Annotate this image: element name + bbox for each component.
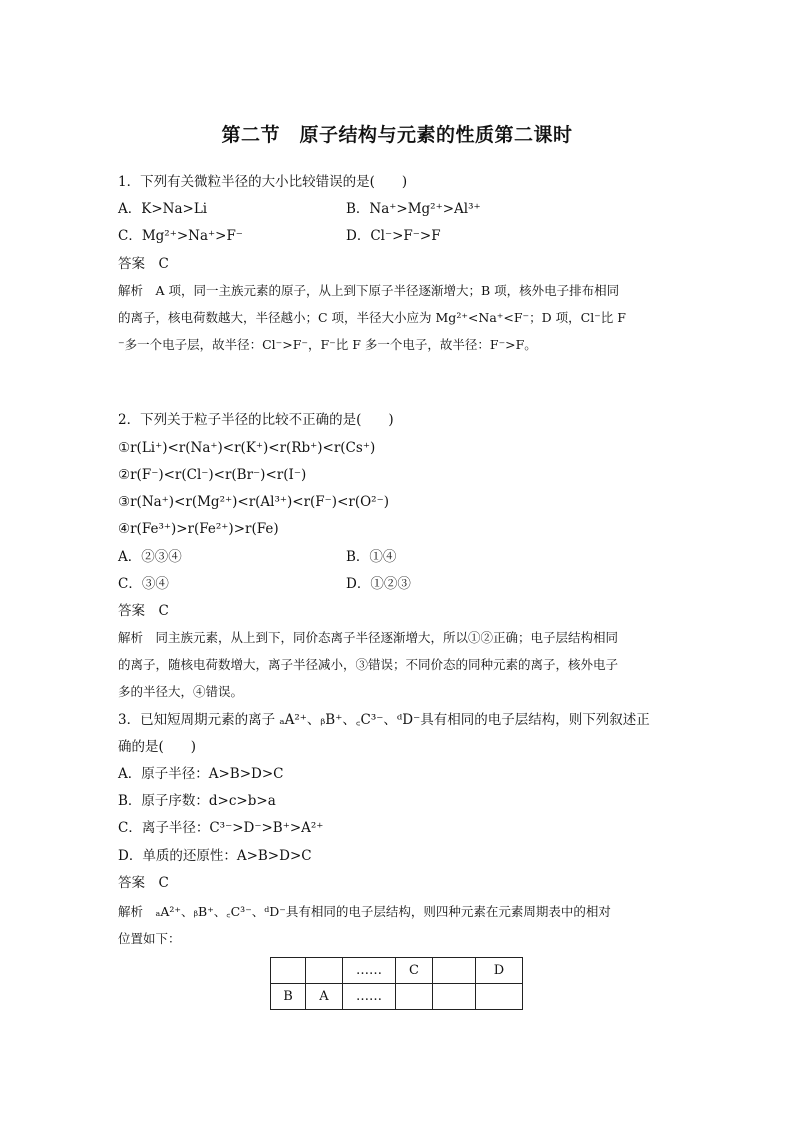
q2-explanation-line: 的离子，随核电荷数增大，离子半径减小，③错误；不同价态的同种元素的离子，核外电子: [118, 657, 619, 672]
table-cell: ……: [343, 958, 396, 984]
q3-stem: 3．已知短周期元素的离子 ₐA²⁺、ᵦB⁺、꜀C³⁻、ᵈD⁻具有相同的电子层结构，则下列叙述正: [118, 712, 650, 728]
q1-explanation-line: ⁻多一个电子层，故半径：Cl⁻>F⁻，F⁻比 F 多一个电子，故半径：F⁻>F。: [118, 337, 537, 352]
periodic-position-table: [270, 957, 523, 1010]
table-cell: B: [271, 984, 306, 1010]
q1-stem: 1．下列有关微粒半径的大小比较错误的是( ): [118, 174, 408, 190]
table-cell: [476, 984, 523, 1010]
q1-explanation-line: 解析 A 项，同一主族元素的原子，从上到下原子半径逐渐增大；B 项，核外电子排布相同: [118, 283, 620, 298]
q2-explanation-line: 多的半径大，④错误。: [118, 684, 244, 699]
q1-option-d: D．Cl⁻>F⁻>F: [346, 228, 441, 244]
q2-answer: 答案 C: [118, 603, 169, 619]
table-cell: [433, 958, 476, 984]
q3-stem-continued: 确的是( ): [118, 739, 197, 755]
q2-option-b: B．①④: [346, 549, 397, 565]
table-cell: ……: [343, 984, 396, 1010]
q2-option-c: C．③④: [118, 576, 169, 592]
table-cell: [306, 958, 343, 984]
q1-option-b: B．Na⁺>Mg²⁺>Al³⁺: [346, 201, 481, 217]
page-title: 第二节 原子结构与元素的性质第二课时: [221, 124, 573, 146]
q3-option-b: B．原子序数：d>c>b>a: [118, 793, 276, 809]
table-row: [271, 984, 523, 1010]
q1-option-c: C．Mg²⁺>Na⁺>F⁻: [118, 228, 243, 244]
q2-option-d: D．①②③: [346, 576, 411, 592]
q3-option-d: D．单质的还原性：A>B>D>C: [118, 848, 312, 864]
q2-option-a: A．②③④: [118, 549, 182, 565]
table-cell: [433, 984, 476, 1010]
q3-option-a: A．原子半径：A>B>D>C: [118, 766, 284, 782]
q2-explanation-line: 解析 同主族元素，从上到下，同价态离子半径逐渐增大，所以①②正确；电子层结构相同: [118, 630, 619, 645]
q2-stem: 2．下列关于粒子半径的比较不正确的是( ): [118, 412, 394, 428]
q3-explanation-line: 位置如下：: [118, 931, 181, 946]
q2-item: ③r(Na⁺)<r(Mg²⁺)<r(Al³⁺)<r(F⁻)<r(O²⁻): [118, 494, 389, 510]
q1-answer: 答案 C: [118, 256, 169, 272]
q3-explanation-line: 解析 ₐA²⁺、ᵦB⁺、꜀C³⁻、ᵈD⁻具有相同的电子层结构，则四种元素在元素周期表中的相对: [118, 904, 611, 919]
q1-explanation-line: 的离子，核电荷数越大，半径越小；C 项，半径大小应为 Mg²⁺<Na⁺<F⁻；D 项，Cl⁻比 F: [118, 310, 626, 325]
table-cell: A: [306, 984, 343, 1010]
table-cell: [396, 984, 433, 1010]
q2-item: ①r(Li⁺)<r(Na⁺)<r(K⁺)<r(Rb⁺)<r(Cs⁺): [118, 440, 376, 456]
table-row: [271, 958, 523, 984]
table-cell: [271, 958, 306, 984]
table-cell: C: [396, 958, 433, 984]
q3-answer: 答案 C: [118, 875, 169, 891]
q2-item: ②r(F⁻)<r(Cl⁻)<r(Br⁻)<r(I⁻): [118, 467, 307, 483]
q1-option-a: A．K>Na>Li: [118, 201, 208, 217]
q3-option-c: C．离子半径：C³⁻>D⁻>B⁺>A²⁺: [118, 820, 324, 836]
table-cell: D: [476, 958, 523, 984]
q2-item: ④r(Fe³⁺)>r(Fe²⁺)>r(Fe): [118, 521, 279, 537]
